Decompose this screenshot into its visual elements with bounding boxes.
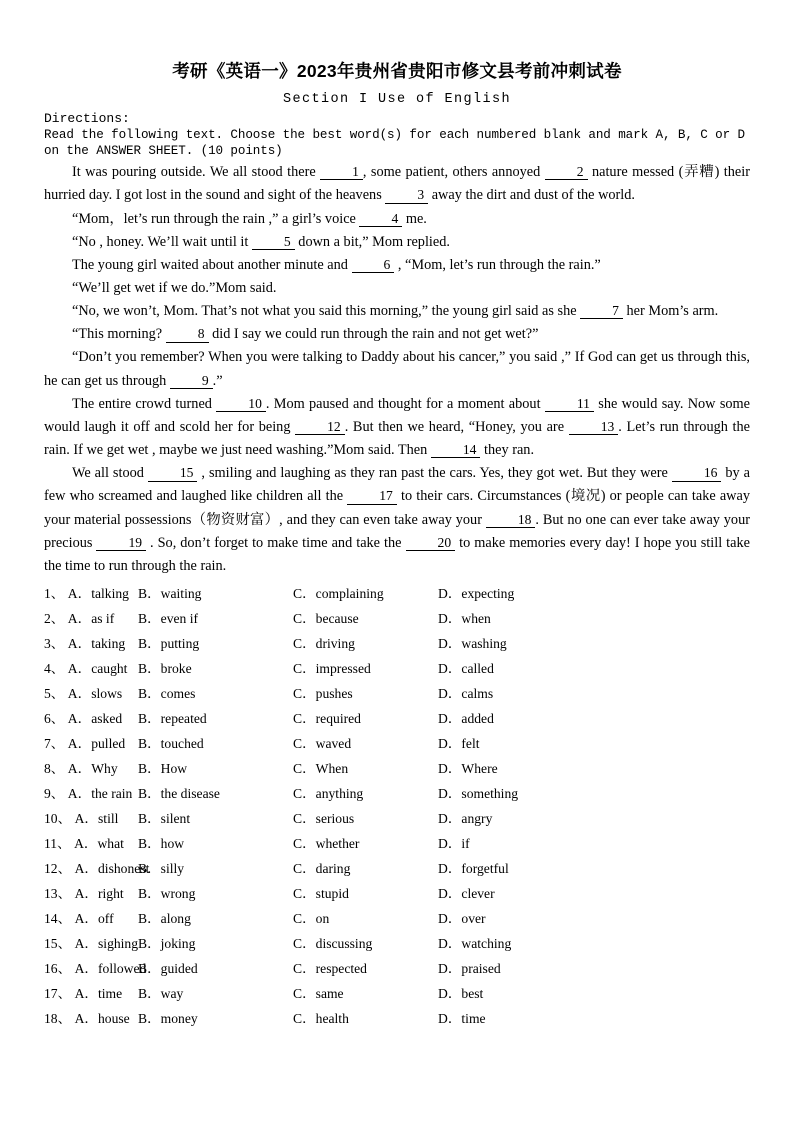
- passage-text: , smiling and laughing as they ran past the cars. Yes, they got wet. But they were: [197, 465, 672, 482]
- passage-text: . So, don’t forget to make time and take the: [146, 534, 406, 551]
- passage-blank[interactable]: 11: [545, 397, 594, 412]
- question-row: [44, 887, 750, 901]
- option-b[interactable]: B．waiting: [138, 586, 202, 602]
- passage-text: down a bit,” Mom replied.: [294, 233, 450, 250]
- option-d[interactable]: D．called: [438, 660, 494, 676]
- option-c[interactable]: C．pushes: [293, 685, 353, 701]
- option-c[interactable]: C．on: [293, 910, 330, 926]
- question-row: [44, 1012, 750, 1026]
- question-row: [44, 937, 750, 951]
- passage-paragraph: [44, 161, 750, 207]
- option-b[interactable]: B．the disease: [138, 785, 220, 801]
- option-c[interactable]: C．whether: [293, 835, 360, 851]
- passage-blank[interactable]: 1: [320, 165, 363, 180]
- option-d[interactable]: D．when: [438, 611, 491, 627]
- option-d[interactable]: D．praised: [438, 960, 501, 976]
- passage-blank[interactable]: 17: [347, 489, 397, 504]
- passage-text: “Mom，let’s run through the rain ,” a girl’s voice: [72, 210, 360, 227]
- passage-text: , some patient, others annoyed: [362, 164, 545, 181]
- option-d[interactable]: D．angry: [438, 810, 493, 826]
- passage-paragraph: [44, 277, 750, 300]
- question-row: [44, 812, 750, 826]
- option-b[interactable]: B．how: [138, 835, 185, 851]
- passage-paragraph: [44, 323, 750, 346]
- question-number-and-option-a[interactable]: 18、 A．house: [44, 1010, 130, 1026]
- question-number-and-option-a[interactable]: 9、 A．the rain: [44, 785, 133, 801]
- passage-text: her Mom’s arm.: [622, 303, 719, 320]
- question-number-and-option-a[interactable]: 7、 A．pulled: [44, 735, 126, 751]
- passage-text: The young girl waited about another minute and: [72, 256, 352, 273]
- question-number-and-option-a[interactable]: 12、 A．dishonest: [44, 860, 150, 876]
- passage-text: . But then we heard, “Honey, you are: [344, 418, 569, 435]
- directions-text: Read the following text. Choose the best word(s) for each numbered blank and mark A, B, C or D on the ANSWER SHEET. (10 points): [44, 128, 746, 159]
- question-row: [44, 662, 750, 676]
- option-d[interactable]: D．something: [438, 785, 519, 801]
- option-d[interactable]: D．felt: [438, 735, 480, 751]
- question-options-list: [44, 587, 750, 1025]
- question-number-and-option-a[interactable]: 4、 A．caught: [44, 660, 128, 676]
- passage-blank[interactable]: 12: [295, 420, 345, 435]
- passage-blank[interactable]: 7: [580, 304, 623, 319]
- question-row: [44, 837, 750, 851]
- passage-text: . Mom paused and thought for a moment about: [265, 395, 545, 412]
- passage-blank[interactable]: 14: [431, 443, 481, 458]
- question-row: [44, 587, 750, 601]
- passage-text: .”: [212, 372, 223, 389]
- option-b[interactable]: B．wrong: [138, 885, 196, 901]
- passage-paragraph: [44, 346, 750, 392]
- passage-blank[interactable]: 10: [216, 397, 266, 412]
- question-number-and-option-a[interactable]: 3、 A．taking: [44, 636, 126, 651]
- option-d[interactable]: D．calms: [438, 685, 494, 701]
- option-d[interactable]: D．added: [438, 710, 494, 726]
- option-d[interactable]: D．Where: [438, 760, 498, 776]
- passage-paragraph: [44, 208, 750, 231]
- option-c[interactable]: C．driving: [293, 636, 355, 651]
- option-b[interactable]: B．guided: [138, 960, 198, 976]
- option-b[interactable]: B．broke: [138, 660, 192, 676]
- passage-text: . But no one can ever take away your precious: [44, 511, 750, 551]
- option-b[interactable]: B．even if: [138, 611, 199, 627]
- passage-text: by a few who screamed and laughed like children all the: [44, 465, 750, 505]
- question-row: [44, 987, 750, 1001]
- option-c[interactable]: C．discussing: [293, 935, 373, 951]
- passage-text: , “Mom, let’s run through the rain.”: [394, 256, 601, 273]
- option-d[interactable]: D．best: [438, 985, 484, 1001]
- passage-blank[interactable]: 8: [166, 327, 209, 342]
- section-heading: Section I Use of English: [282, 92, 512, 107]
- question-row: [44, 862, 750, 876]
- question-row: [44, 737, 750, 751]
- option-b[interactable]: B．joking: [138, 935, 196, 951]
- option-c[interactable]: C．When: [293, 760, 349, 776]
- option-b[interactable]: B．repeated: [138, 710, 207, 726]
- option-b[interactable]: B．money: [138, 1010, 198, 1026]
- question-number-and-option-a[interactable]: 16、 A．followed: [44, 960, 147, 976]
- option-b[interactable]: B．putting: [138, 636, 200, 651]
- question-number-and-option-a[interactable]: 17、 A．time: [44, 985, 123, 1001]
- passage-text: “Don’t you remember? When you were talking to Daddy about his cancer,” you said ,” If God can get us through this, he can get us through: [44, 349, 750, 389]
- passage-text: . Let’s run through the rain. If we get wet , maybe we just need washing.”Mom said. Then: [44, 418, 750, 459]
- question-row: [44, 787, 750, 801]
- option-d[interactable]: D．clever: [438, 885, 495, 901]
- option-b[interactable]: B．comes: [138, 685, 196, 701]
- passage-text: “No, we won’t, Mom. That’s not what you said this morning,” the young girl said as she: [72, 303, 581, 320]
- passage-blank[interactable]: 9: [170, 374, 213, 389]
- passage-blank[interactable]: 19: [96, 536, 146, 551]
- passage-paragraph: [44, 462, 750, 578]
- question-row: [44, 637, 750, 651]
- option-c[interactable]: C．impressed: [293, 660, 371, 676]
- option-c[interactable]: C．same: [293, 985, 344, 1001]
- option-b[interactable]: B．silly: [138, 860, 185, 876]
- passage-text: The entire crowd turned: [72, 395, 217, 412]
- passage-blank[interactable]: 13: [569, 420, 619, 435]
- question-number-and-option-a[interactable]: 15、 A．sighing: [44, 935, 139, 951]
- option-b[interactable]: B．touched: [138, 735, 204, 751]
- passage-text: she would say. Now some would laugh it off and scold her for being: [44, 395, 750, 435]
- passage-text: to their cars. Circumstances (境况) or people can take away your material possessions（物资财富）, and they can even take away your: [44, 488, 750, 528]
- option-c[interactable]: C．serious: [293, 810, 355, 826]
- passage-text: “This morning?: [72, 326, 166, 343]
- option-c[interactable]: C．daring: [293, 860, 351, 876]
- passage-blank[interactable]: 4: [359, 212, 402, 227]
- question-number-and-option-a[interactable]: 11、 A．what: [44, 835, 124, 851]
- option-c[interactable]: C．health: [293, 1010, 349, 1026]
- question-number-and-option-a[interactable]: 10、 A．still: [44, 810, 119, 826]
- passage-text: me.: [402, 210, 427, 227]
- question-number-and-option-a[interactable]: 1、 A．talking: [44, 586, 129, 602]
- passage-text: did I say we could run through the rain and not get wet?”: [208, 326, 539, 343]
- question-number-and-option-a[interactable]: 8、 A．Why: [44, 760, 118, 776]
- passage-paragraph: [44, 254, 750, 277]
- question-number-and-option-a[interactable]: 14、 A．off: [44, 910, 114, 926]
- option-d[interactable]: D．washing: [438, 636, 507, 651]
- passage-paragraph: [44, 231, 750, 254]
- option-d[interactable]: D．expecting: [438, 586, 515, 602]
- option-d[interactable]: D．over: [438, 910, 486, 926]
- option-b[interactable]: B．way: [138, 985, 184, 1001]
- option-d[interactable]: D．forgetful: [438, 860, 509, 876]
- directions-label: Directions:: [44, 111, 130, 126]
- passage-blank[interactable]: 15: [148, 466, 198, 481]
- option-c[interactable]: C．complaining: [293, 586, 384, 602]
- option-d[interactable]: D．time: [438, 1010, 486, 1026]
- passage-text: “We’ll get wet if we do.”Mom said.: [72, 280, 277, 296]
- option-d[interactable]: D．if: [438, 835, 470, 851]
- question-number-and-option-a[interactable]: 13、 A．right: [44, 885, 124, 901]
- passage-text: It was pouring outside. We all stood there: [72, 164, 321, 181]
- option-b[interactable]: B．How: [138, 760, 188, 776]
- option-c[interactable]: C．waved: [293, 735, 352, 751]
- option-c[interactable]: C．because: [293, 611, 359, 627]
- passage-blank[interactable]: 3: [385, 188, 428, 203]
- passage-blank[interactable]: 2: [545, 165, 588, 180]
- question-number-and-option-a[interactable]: 6、 A．asked: [44, 710, 123, 726]
- passage-blank[interactable]: 20: [406, 536, 456, 551]
- question-row: [44, 687, 750, 701]
- passage-paragraph: [44, 300, 750, 323]
- passage-blank[interactable]: 18: [486, 513, 536, 528]
- passage-paragraph: [44, 393, 750, 462]
- reading-passage: [44, 161, 750, 578]
- passage-text: “No , honey. We’ll wait until it: [72, 233, 252, 250]
- passage-text: they ran.: [480, 442, 535, 459]
- option-c[interactable]: C．required: [293, 710, 361, 726]
- question-number-and-option-a[interactable]: 2、 A．as if: [44, 611, 115, 627]
- option-b[interactable]: B．silent: [138, 810, 191, 826]
- passage-blank[interactable]: 6: [352, 258, 395, 273]
- option-b[interactable]: B．along: [138, 910, 191, 926]
- option-c[interactable]: C．respected: [293, 960, 367, 976]
- question-row: [44, 912, 750, 926]
- question-number-and-option-a[interactable]: 5、 A．slows: [44, 685, 123, 701]
- passage-blank[interactable]: 5: [252, 235, 295, 250]
- question-row: [44, 962, 750, 976]
- question-row: [44, 762, 750, 776]
- passage-text: to make memories every day! I hope you still take the time to run through the rain.: [44, 534, 750, 574]
- page-title: 考研《英语一》2023年贵州省贵阳市修文县考前冲刺试卷: [172, 61, 622, 81]
- passage-text: nature messed (弄糟) their hurried day. I got lost in the sound and sight of the heavens: [44, 164, 750, 204]
- option-c[interactable]: C．anything: [293, 785, 364, 801]
- option-d[interactable]: D．watching: [438, 935, 512, 951]
- passage-blank[interactable]: 16: [672, 466, 722, 481]
- passage-text: We all stood: [72, 465, 148, 482]
- question-row: [44, 712, 750, 726]
- option-c[interactable]: C．stupid: [293, 885, 349, 901]
- passage-text: away the dirt and dust of the world.: [428, 187, 635, 204]
- question-row: [44, 612, 750, 626]
